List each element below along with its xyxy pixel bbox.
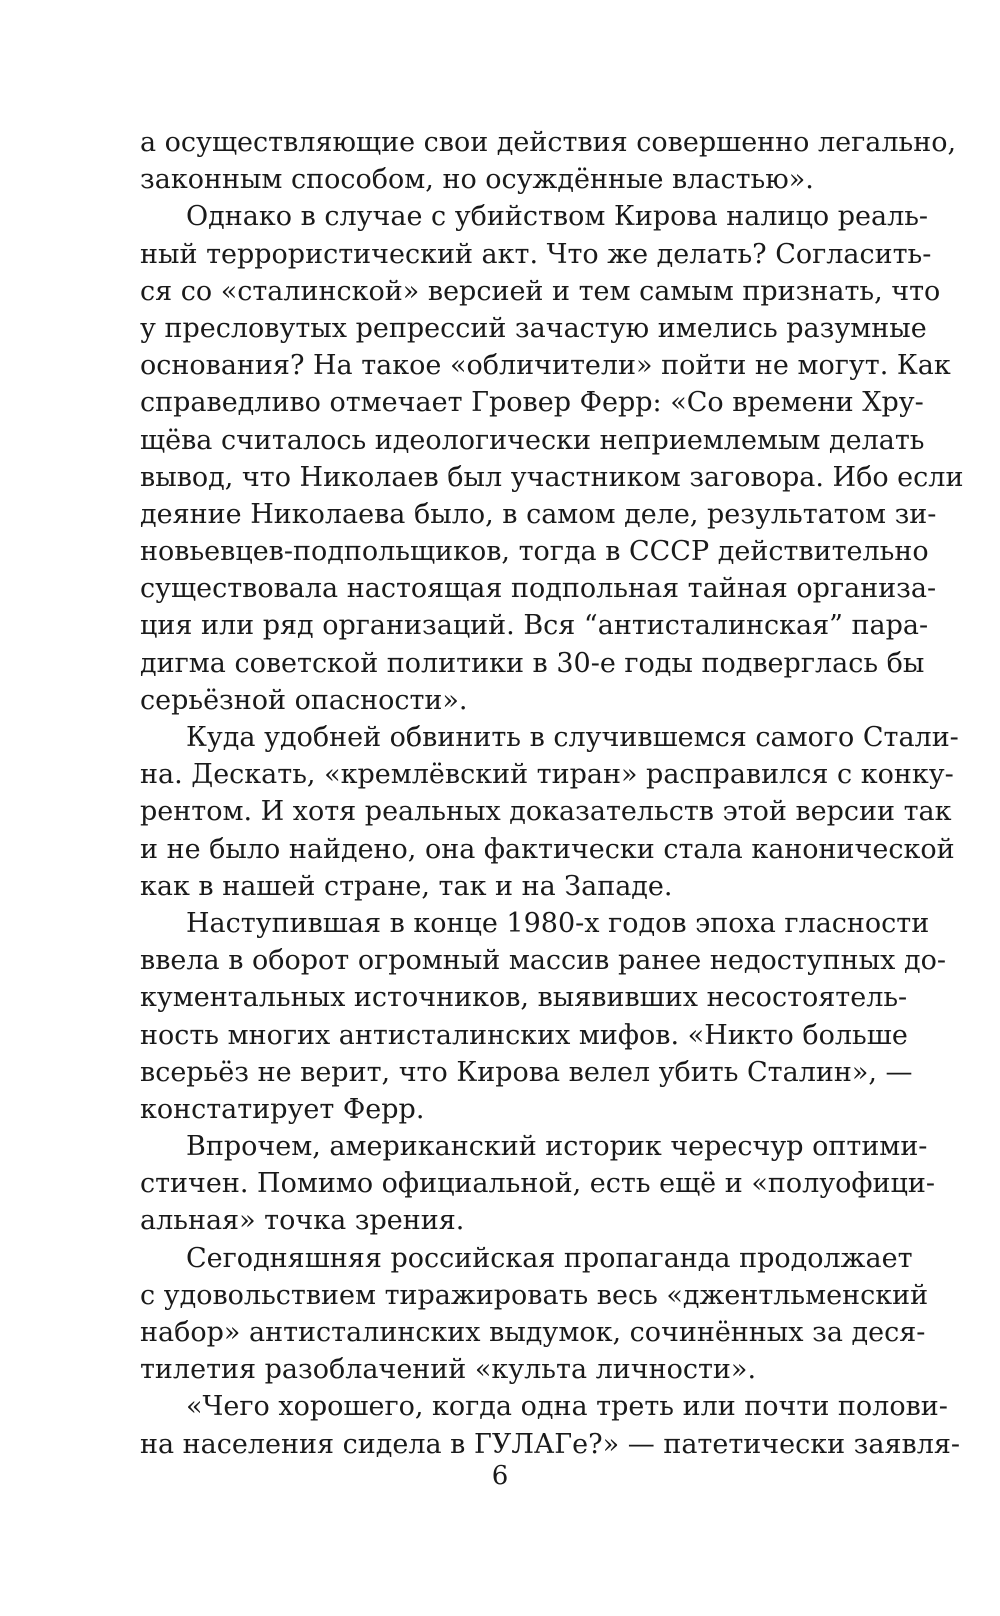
text-line: законным способом, но осуждённые властью». xyxy=(140,164,814,196)
text-line: тилетия разоблачений «культа личности». xyxy=(140,1354,757,1386)
text-line: как в нашей стране, так и на Западе. xyxy=(140,870,673,902)
text-line: ность многих антисталинских мифов. «Никто больше xyxy=(140,1019,908,1051)
text-line: рентом. И хотя реальных доказательств этой версии так xyxy=(140,796,952,828)
text-line: на населения сидела в ГУЛАГе?» — патетически заявля- xyxy=(140,1428,961,1460)
text-line: ный террористический акт. Что же делать? Согласить- xyxy=(140,238,932,270)
body-text xyxy=(140,124,964,1463)
text-line: ция или ряд организаций. Вся “антисталинская” пара- xyxy=(140,610,929,642)
text-line: ся со «сталинской» версией и тем самым признать, что xyxy=(140,275,941,307)
text-line: «Чего хорошего, когда одна треть или почти полови- xyxy=(186,1391,948,1423)
text-line: всерьёз не верит, что Кирова велел убить Сталин», — xyxy=(140,1056,913,1088)
text-line: Наступившая в конце 1980-х годов эпоха гласности xyxy=(186,907,930,939)
text-line: серьёзной опасности». xyxy=(140,684,468,716)
text-line: щёва считалось идеологически неприемлемым делать xyxy=(140,424,925,456)
text-line: основания? На такое «обличители» пойти не могут. Как xyxy=(140,350,951,382)
text-line: альная» точка зрения. xyxy=(140,1205,465,1237)
text-line: у пресловутых репрессий зачастую имелись разумные xyxy=(140,312,927,344)
text-line: существовала настоящая подпольная тайная организа- xyxy=(140,573,937,605)
text-line: Однако в случае с убийством Кирова налицо реаль- xyxy=(186,201,929,233)
text-line: на. Дескать, «кремлёвский тиран» расправился с конку- xyxy=(140,759,954,791)
page-number: 6 xyxy=(491,1461,509,1491)
text-line: и не было найдено, она фактически стала канонической xyxy=(140,833,955,865)
text-line: ввела в оборот огромный массив ранее недоступных до- xyxy=(140,945,946,977)
text-line: кументальных источников, выявивших несостоятель- xyxy=(140,982,908,1014)
text-line: справедливо отмечает Гровер Ферр: «Со времени Хру- xyxy=(140,387,924,419)
text-line: новьевцев-подпольщиков, тогда в СССР действительно xyxy=(140,536,929,568)
text-line: Впрочем, американский историк чересчур оптими- xyxy=(186,1131,928,1163)
text-line: Куда удобней обвинить в случившемся самого Стали- xyxy=(186,722,959,753)
text-line: с удовольствием тиражировать весь «джентльменский xyxy=(140,1279,929,1311)
text-line: деяние Николаева было, в самом деле, результатом зи- xyxy=(140,498,937,530)
text-line: Сегодняшняя российская пропаганда продолжает xyxy=(186,1242,913,1274)
text-line: вывод, что Николаев был участником заговора. Ибо если xyxy=(140,461,964,493)
text-line: набор» антисталинских выдумок, сочинённых за деся- xyxy=(140,1317,926,1348)
text-line: констатирует Ферр. xyxy=(140,1093,425,1125)
text-line: стичен. Помимо официальной, есть ещё и «полуофици- xyxy=(140,1168,935,1200)
text-line: дигма советской политики в 30-е годы подверглась бы xyxy=(140,647,925,679)
text-line: а осуществляющие свои действия совершенно легально, xyxy=(140,127,957,158)
